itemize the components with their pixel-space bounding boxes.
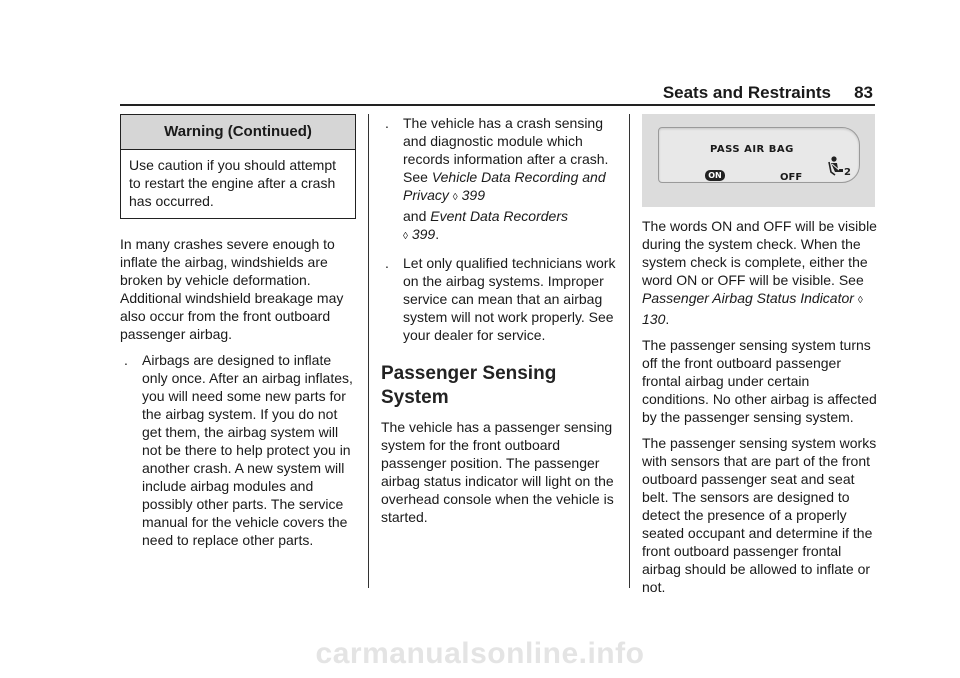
bullet-item: [381, 114, 617, 246]
bullet-marker: .: [124, 352, 128, 368]
warning-box: [120, 114, 356, 219]
cross-reference-link[interactable]: Passenger Airbag Status Indicator: [642, 290, 854, 306]
indicator-off-label: OFF: [780, 172, 803, 183]
sentence-end: .: [435, 226, 440, 242]
bullet-text-connector: and: [403, 208, 431, 224]
page-header: [120, 78, 875, 106]
indicator-on-label: ON: [705, 170, 725, 181]
indicator-display: [658, 127, 860, 183]
column-right: [642, 114, 878, 604]
warning-body: Use caution if you should attempt to restart the engine after a crash has occurred.: [129, 157, 337, 209]
airbag-status-indicator-image: [642, 114, 875, 207]
bullet-marker: .: [385, 115, 389, 131]
cross-reference-page[interactable]: 130: [642, 311, 666, 327]
section-heading: Passenger Sensing System: [381, 363, 557, 408]
cross-reference-page[interactable]: 399: [461, 187, 485, 203]
page-number: 83: [854, 83, 873, 102]
column-left: [120, 114, 356, 557]
sentence-end: .: [665, 311, 670, 327]
bullet-item: [120, 351, 356, 549]
reference-arrow-icon: ◊: [452, 192, 458, 203]
bullet-text: Airbags are designed to inflate only once. After an airbag inflates, you will need some new parts for the airbag system. If you do not get them, the airbag system will not be there to help protect you in another crash. A new system will include airbag modules and possibly other parts. The service manual for the vehicle covers the need to replace other parts.: [142, 352, 353, 548]
column-divider: [629, 114, 630, 588]
reference-arrow-icon: ◊: [403, 231, 408, 242]
cross-reference-page[interactable]: 399: [411, 226, 436, 242]
column-middle: [381, 114, 617, 534]
reference-arrow-icon: ◊: [857, 295, 863, 306]
body-paragraph: The passenger sensing system works with sensors that are part of the front outboard passenger seat and seat belt. The sensors are designed to detect the presence of a properly seated occupant and determine if the front outboard passenger frontal airbag should be allowed to inflate or not.: [642, 435, 877, 595]
body-paragraph: [642, 217, 878, 328]
section-title: Seats and Restraints: [662, 83, 831, 102]
warning-title: Warning (Continued): [121, 115, 355, 150]
bullet-item: [381, 254, 617, 344]
bullet-text: Let only qualified technicians work on the airbag systems. Improper service can mean that an airbag system will not work properly. See your dealer for service.: [403, 255, 616, 343]
indicator-icon-label: 2: [844, 167, 851, 178]
cross-reference-link[interactable]: Vehicle Data Recording and Privacy: [403, 169, 606, 203]
watermark: carmanualsonline.info: [315, 637, 645, 670]
seated-passenger-icon: [827, 156, 853, 178]
paragraph-text: The words ON and OFF will be visible during the system check. When the system check is complete, either the word ON or OFF will be visible. See: [642, 218, 877, 288]
body-paragraph: The vehicle has a passenger sensing system for the front outboard passenger position. The passenger airbag status indicator will light on the overhead console when the vehicle is started.: [381, 419, 614, 525]
indicator-title: PASS AIR BAG: [710, 144, 794, 155]
bullet-text: The vehicle has a crash sensing and diagnostic module which records information after a crash. See: [403, 115, 609, 185]
body-paragraph: The passenger sensing system turns off the front outboard passenger frontal airbag under certain conditions. No other airbag is affected by the passenger sensing system.: [642, 337, 877, 425]
cross-reference-link[interactable]: Event Data Recorders: [430, 208, 568, 224]
body-paragraph: In many crashes severe enough to inflate the airbag, windshields are broken by vehicle deformation. Additional windshield breakage may also occur from the front outboard passenger airbag.: [120, 236, 344, 342]
bullet-marker: .: [385, 255, 389, 271]
column-divider: [368, 114, 369, 588]
